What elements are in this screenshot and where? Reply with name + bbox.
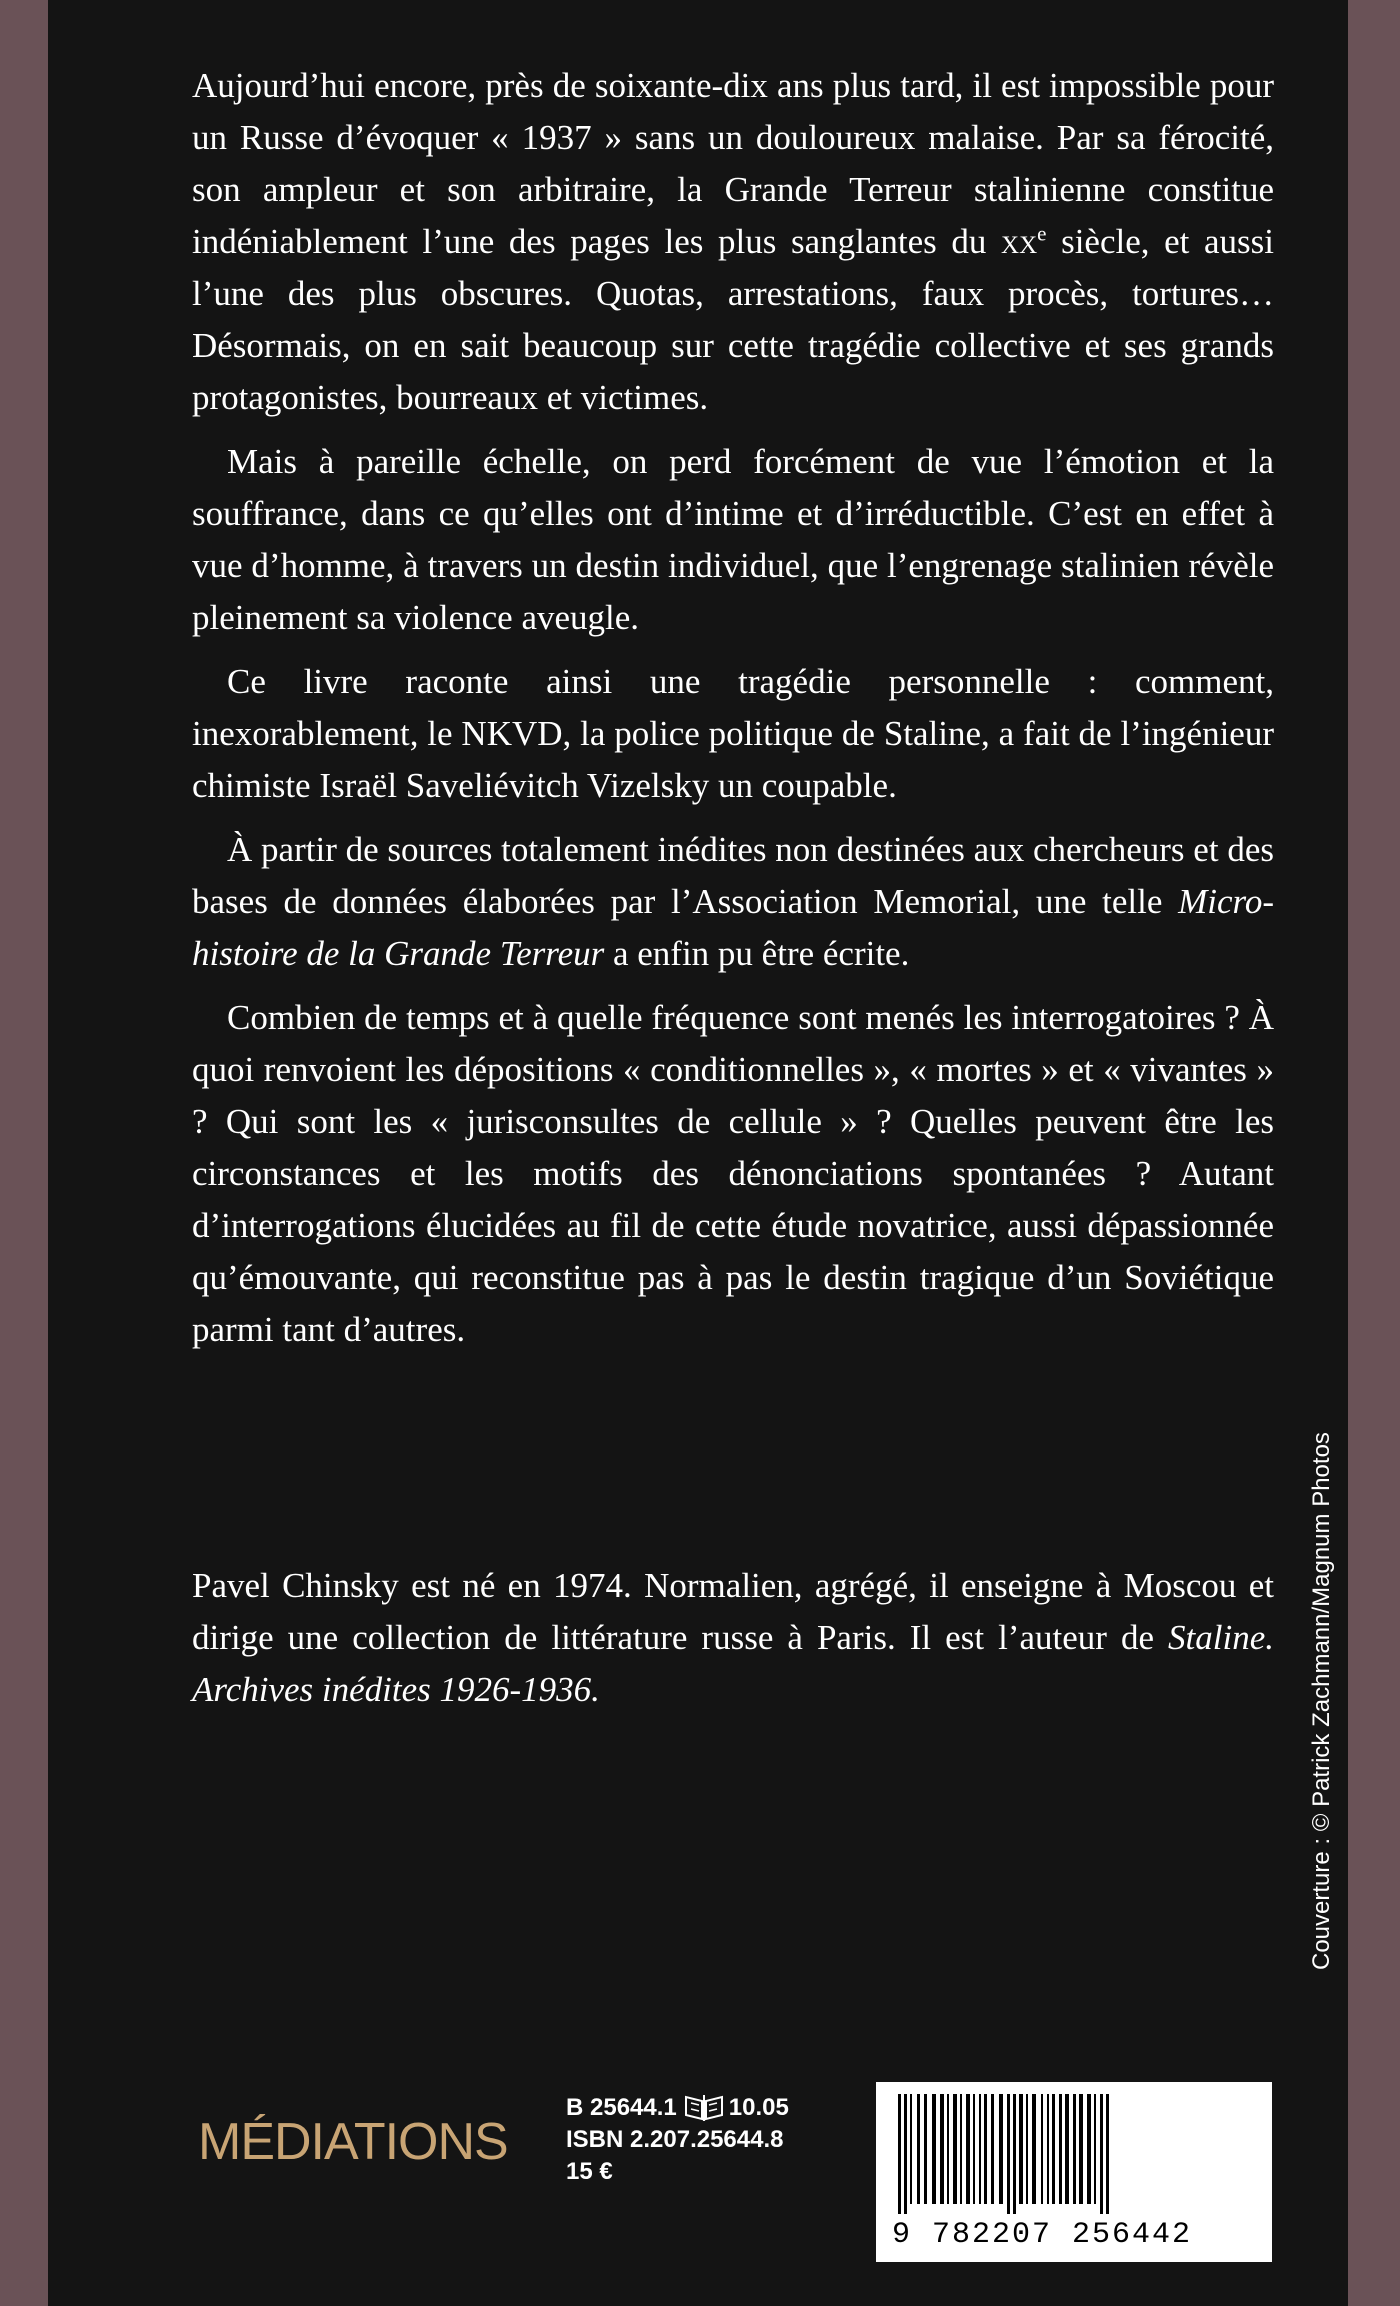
barcode-bar [1013,2094,1016,2214]
book-back-cover [48,0,1348,2306]
century-label: xx [1001,222,1038,261]
barcode-bar [991,2094,994,2204]
barcode-bar [1019,2094,1023,2204]
barcode-bar [1026,2094,1028,2204]
author-bio [192,1560,1274,1716]
barcode-bar [1094,2094,1096,2204]
barcode-bar [1047,2094,1049,2204]
isbn-barcode [876,2082,1272,2262]
barcode-bar [1007,2094,1010,2214]
author-bio-body: Pavel Chinsky est né en 1974. Normalien, agrégé, il enseigne à Moscou et dirige une collection de littérature russe à Paris. Il est l’auteur de [192,1566,1274,1657]
ref-row [566,2092,789,2124]
barcode-bar [947,2094,949,2204]
catalog-ref: B 25644.1 [566,2094,677,2121]
barcode-digits: 9 782207 256442 [892,2218,1193,2252]
barcode-bar [904,2094,907,2214]
open-book-icon [683,2093,725,2123]
price: 15 € [566,2158,613,2185]
barcode-bar [940,2094,944,2204]
blurb-paragraph-4-start: À partir de sources totalement inédites non destinées aux chercheurs et des bases de données élaborées par l’Association Memorial, une telle [192,830,1274,921]
blurb-paragraph-1 [192,60,1274,424]
barcode-bar [979,2094,981,2204]
barcode-bar [1106,2094,1109,2214]
blurb-paragraph-4-end: a enfin pu être écrite. [612,934,910,973]
century-superscript: e [1037,221,1047,246]
blurb-paragraph-4 [192,824,1274,980]
barcode-bar [953,2094,957,2204]
isbn-row [566,2124,789,2156]
barcode-bar [999,2094,1003,2204]
isbn: ISBN 2.207.25644.8 [566,2126,784,2153]
barcode-bar [1100,2094,1103,2214]
catalog-codes [566,2092,789,2188]
barcode-bar [1032,2094,1036,2204]
barcode-bars [898,2094,1250,2214]
barcode-bar [917,2094,920,2204]
barcode-bar [1079,2094,1083,2204]
barcode-bar [1087,2094,1091,2204]
author-previous-book: Staline. Archives inédites 1926-1936. [192,1618,1274,1709]
blurb [192,60,1274,1368]
book-title-italic: Micro-histoire de la Grande Terreur [192,882,1275,973]
barcode-bar [973,2094,975,2204]
barcode-bar [1041,2094,1043,2204]
blurb-paragraph-3: Ce livre raconte ainsi une tragédie personnelle : comment, inexorablement, le NKVD, la police politique de Staline, a fait de l’ingénieur chimiste Israël Saveliévitch Vizelsky un coupable. [192,662,1274,805]
publisher-logo: MÉDIATIONS [198,2113,508,2171]
blurb-paragraph-2: Mais à pareille échelle, on perd forcément de vue l’émotion et la souffrance, dans ce qu’elles ont d’intime et d’irréductible. C’est en effet à vue d’homme, à travers un destin individuel, que l’engrenage stalinien révèle pleinement sa violence aveugle. [192,442,1274,637]
barcode-bar [1073,2094,1076,2204]
barcode-bar [898,2094,901,2214]
price-row [566,2156,789,2188]
barcode-bar [910,2094,912,2204]
edition-date: 10.05 [728,2094,789,2121]
barcode-bar [966,2094,970,2204]
barcode-bar [984,2094,987,2204]
barcode-bar [1052,2094,1055,2204]
barcode-bar [924,2094,927,2204]
barcode-bar [1059,2094,1062,2204]
blurb-paragraph-1-text: Aujourd’hui encore, près de soixante-dix ans plus tard, il est impossible pour un Russe d’évoquer « 1937 » sans un douloureux malaise. Par sa férocité, son ampleur et son arbitraire, la Grande Terreur stalinienne constitue indéniablement l’une des pages les plus sanglantes du [192,66,1274,261]
author-bio-text [192,1560,1274,1716]
blurb-paragraph-5: Combien de temps et à quelle fréquence sont menés les interrogatoires ? À quoi renvoient les dépositions « conditionnelles », « mortes » et « vivantes » ? Qui sont les « jurisconsultes de cellule » ? Quelles peuvent être les circonstances et les motifs des dénonciations spontanées ? Autant d’interrogations élucidées au fil de cette étude novatrice, aussi dépassionnée qu’émouvante, qui reconstitue pas à pas le destin tragique d’un Soviétique parmi tant d’autres. [192,998,1274,1349]
barcode-bar [960,2094,962,2204]
blurb-paragraph-1-tail: siècle, et aussi l’une des plus obscures. Quotas, arrestations, faux procès, tortures… Désormais, on en sait beaucoup sur cette tragédie collective et ses grands protagonistes, bourreaux et victimes. [192,222,1275,417]
cover-photo-credit: Couverture : © Patrick Zachmann/Magnum Photos [1308,1432,1335,1970]
barcode-bar [1065,2094,1069,2204]
barcode-bar [932,2094,936,2204]
